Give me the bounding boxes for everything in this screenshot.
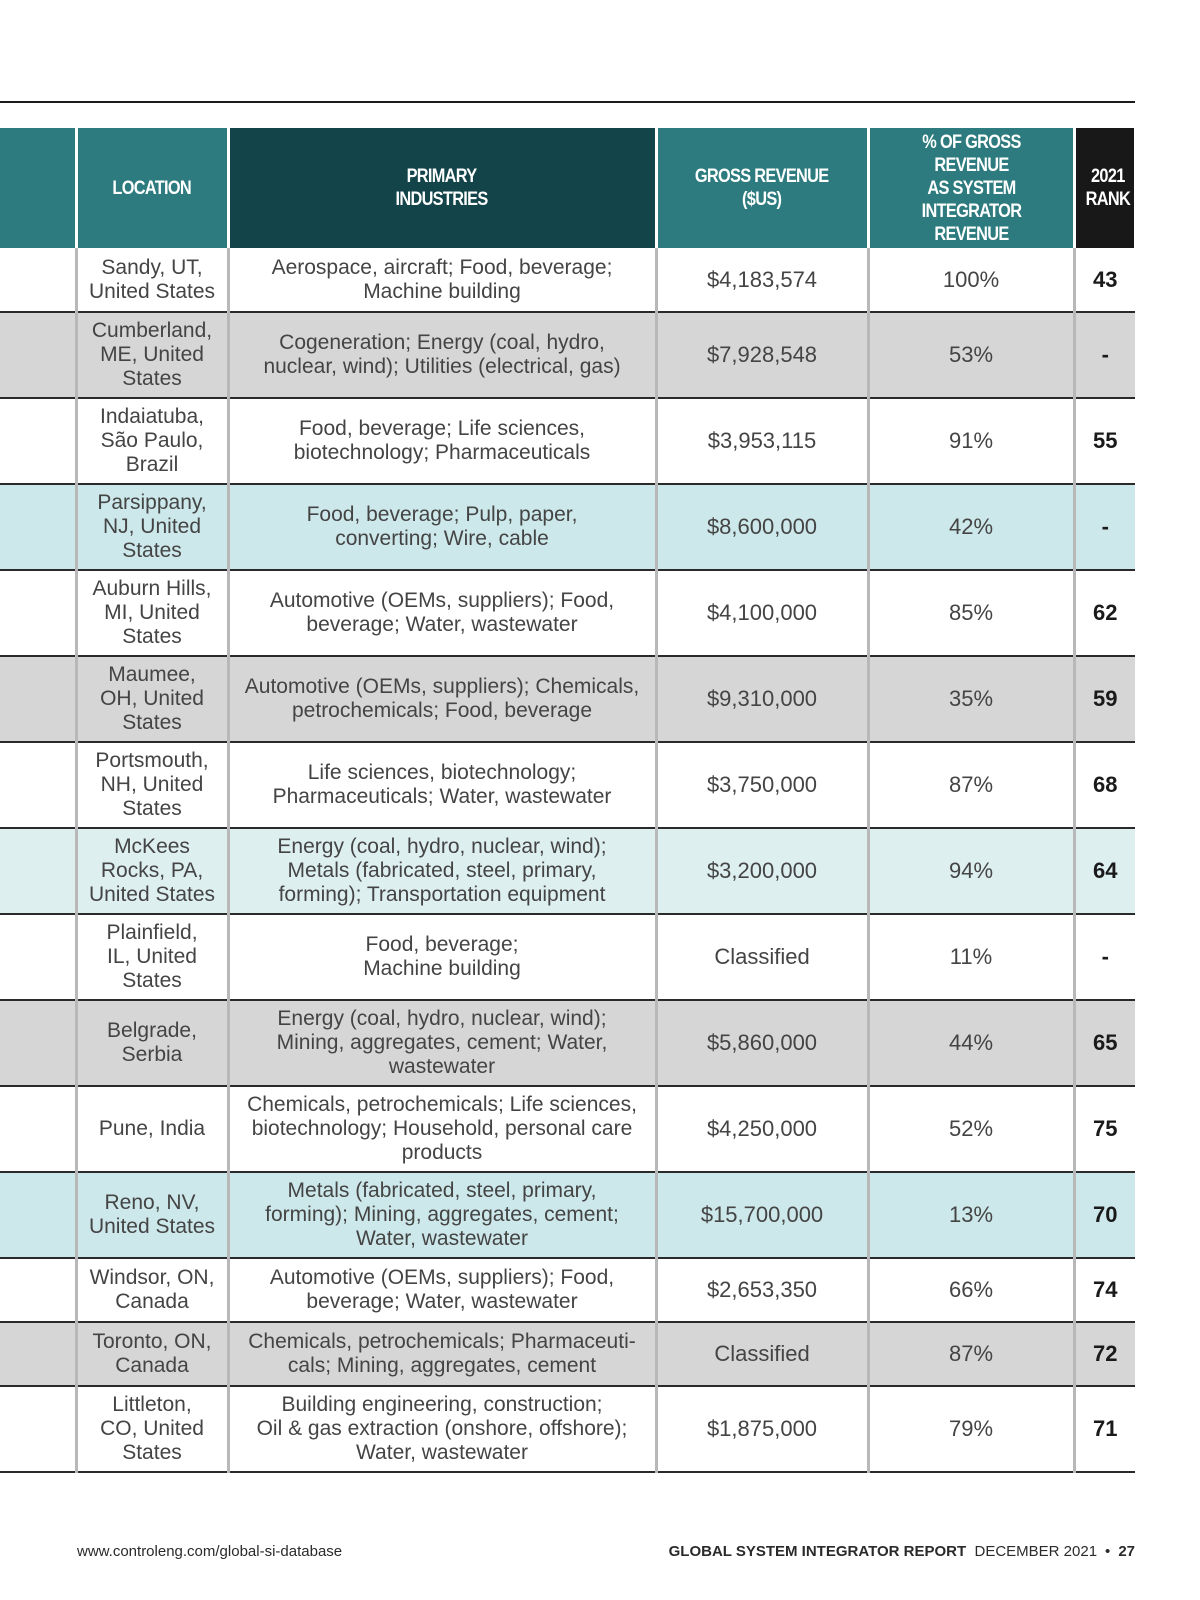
industries-cell: Chemicals, petrochemicals; Pharmaceuti- cals; Mining, aggregates, cement <box>228 1322 656 1386</box>
revenue-cell: $5,860,000 <box>656 1000 868 1086</box>
location-cell: Belgrade, Serbia <box>76 1000 228 1086</box>
blank-cell <box>0 1172 76 1258</box>
industries-cell: Energy (coal, hydro, nuclear, wind); Metals (fabricated, steel, primary, forming); Transportation equipment <box>228 828 656 914</box>
percent-cell: 52% <box>868 1086 1074 1172</box>
table-row <box>0 484 1135 570</box>
revenue-cell: $4,250,000 <box>656 1086 868 1172</box>
rank-cell: - <box>1074 312 1135 398</box>
industries-cell: Automotive (OEMs, suppliers); Chemicals, petrochemicals; Food, beverage <box>228 656 656 742</box>
blank-cell <box>0 570 76 656</box>
blank-cell <box>0 656 76 742</box>
industries-cell: Food, beverage; Life sciences, biotechnology; Pharmaceuticals <box>228 398 656 484</box>
table-row <box>0 1322 1135 1386</box>
industries-cell: Life sciences, biotechnology; Pharmaceuticals; Water, wastewater <box>228 742 656 828</box>
rank-cell: 64 <box>1074 828 1135 914</box>
revenue-cell: $2,653,350 <box>656 1258 868 1322</box>
rank-cell: 70 <box>1074 1172 1135 1258</box>
rank-cell: 62 <box>1074 570 1135 656</box>
blank-cell <box>0 398 76 484</box>
location-cell: McKees Rocks, PA, United States <box>76 828 228 914</box>
blank-cell <box>0 742 76 828</box>
rank-cell: 59 <box>1074 656 1135 742</box>
blank-cell <box>0 1322 76 1386</box>
rank-cell: 43 <box>1074 248 1135 312</box>
footer-separator: • <box>1105 1543 1111 1560</box>
percent-cell: 44% <box>868 1000 1074 1086</box>
table-row <box>0 248 1135 312</box>
blank-cell <box>0 484 76 570</box>
percent-cell: 13% <box>868 1172 1074 1258</box>
revenue-cell: $1,875,000 <box>656 1386 868 1472</box>
header-location: LOCATION <box>76 128 228 248</box>
table-row <box>0 1386 1135 1472</box>
location-cell: Windsor, ON, Canada <box>76 1258 228 1322</box>
percent-cell: 11% <box>868 914 1074 1000</box>
revenue-cell: $4,100,000 <box>656 570 868 656</box>
header-gross-revenue: GROSS REVENUE ($US) <box>656 128 868 248</box>
location-cell: Maumee, OH, United States <box>76 656 228 742</box>
revenue-cell: Classified <box>656 914 868 1000</box>
header-blank <box>0 128 76 248</box>
blank-cell <box>0 1000 76 1086</box>
percent-cell: 91% <box>868 398 1074 484</box>
percent-cell: 66% <box>868 1258 1074 1322</box>
location-cell: Plainfield, IL, United States <box>76 914 228 1000</box>
industries-cell: Building engineering, construction; Oil & gas extraction (onshore, offshore); Water, wastewater <box>228 1386 656 1472</box>
location-cell: Littleton, CO, United States <box>76 1386 228 1472</box>
blank-cell <box>0 1258 76 1322</box>
blank-cell <box>0 1386 76 1472</box>
revenue-cell: $3,750,000 <box>656 742 868 828</box>
percent-cell: 53% <box>868 312 1074 398</box>
rank-cell: 65 <box>1074 1000 1135 1086</box>
table-row <box>0 312 1135 398</box>
page-number: 27 <box>1118 1543 1135 1560</box>
page-footer <box>0 1543 1135 1567</box>
location-cell: Indaiatuba, São Paulo, Brazil <box>76 398 228 484</box>
location-cell: Pune, India <box>76 1086 228 1172</box>
revenue-cell: $8,600,000 <box>656 484 868 570</box>
rank-cell: 75 <box>1074 1086 1135 1172</box>
industries-cell: Food, beverage; Pulp, paper, converting; Wire, cable <box>228 484 656 570</box>
rank-cell: - <box>1074 914 1135 1000</box>
header-rank: 2021 RANK <box>1074 128 1135 248</box>
location-cell: Reno, NV, United States <box>76 1172 228 1258</box>
revenue-cell: $4,183,574 <box>656 248 868 312</box>
revenue-cell: Classified <box>656 1322 868 1386</box>
table-row <box>0 656 1135 742</box>
percent-cell: 100% <box>868 248 1074 312</box>
header-row <box>0 128 1135 248</box>
header-primary-industries: PRIMARY INDUSTRIES <box>228 128 656 248</box>
location-cell: Portsmouth, NH, United States <box>76 742 228 828</box>
table-row <box>0 828 1135 914</box>
percent-cell: 85% <box>868 570 1074 656</box>
table-row <box>0 398 1135 484</box>
footer-report-title: GLOBAL SYSTEM INTEGRATOR REPORT <box>668 1543 967 1560</box>
industries-cell: Chemicals, petrochemicals; Life sciences, biotechnology; Household, personal care products <box>228 1086 656 1172</box>
rank-cell: - <box>1074 484 1135 570</box>
table-row <box>0 570 1135 656</box>
rank-cell: 55 <box>1074 398 1135 484</box>
table-row <box>0 914 1135 1000</box>
revenue-cell: $9,310,000 <box>656 656 868 742</box>
rank-cell: 68 <box>1074 742 1135 828</box>
table-row <box>0 1258 1135 1322</box>
blank-cell <box>0 1086 76 1172</box>
rank-cell: 72 <box>1074 1322 1135 1386</box>
rank-cell: 71 <box>1074 1386 1135 1472</box>
revenue-cell: $3,200,000 <box>656 828 868 914</box>
location-cell: Sandy, UT, United States <box>76 248 228 312</box>
location-cell: Toronto, ON, Canada <box>76 1322 228 1386</box>
industries-cell: Automotive (OEMs, suppliers); Food, beverage; Water, wastewater <box>228 1258 656 1322</box>
table-row <box>0 742 1135 828</box>
revenue-cell: $7,928,548 <box>656 312 868 398</box>
revenue-cell: $3,953,115 <box>656 398 868 484</box>
table-row <box>0 1000 1135 1086</box>
footer-url[interactable]: www.controleng.com/global-si-database <box>77 1543 343 1560</box>
table-row <box>0 1172 1135 1258</box>
blank-cell <box>0 914 76 1000</box>
industries-cell: Energy (coal, hydro, nuclear, wind); Mining, aggregates, cement; Water, wastewater <box>228 1000 656 1086</box>
percent-cell: 87% <box>868 742 1074 828</box>
location-cell: Auburn Hills, MI, United States <box>76 570 228 656</box>
industries-cell: Metals (fabricated, steel, primary, forming); Mining, aggregates, cement; Water, wastewater <box>228 1172 656 1258</box>
location-cell: Parsippany, NJ, United States <box>76 484 228 570</box>
blank-cell <box>0 248 76 312</box>
percent-cell: 42% <box>868 484 1074 570</box>
industries-cell: Aerospace, aircraft; Food, beverage; Machine building <box>228 248 656 312</box>
industries-cell: Food, beverage; Machine building <box>228 914 656 1000</box>
percent-cell: 79% <box>868 1386 1074 1472</box>
percent-cell: 87% <box>868 1322 1074 1386</box>
blank-cell <box>0 828 76 914</box>
footer-date: DECEMBER 2021 <box>974 1543 1098 1560</box>
percent-cell: 35% <box>868 656 1074 742</box>
integrator-table <box>0 128 1137 1473</box>
industries-cell: Automotive (OEMs, suppliers); Food, beverage; Water, wastewater <box>228 570 656 656</box>
percent-cell: 94% <box>868 828 1074 914</box>
blank-cell <box>0 312 76 398</box>
top-rule <box>0 101 1135 103</box>
revenue-cell: $15,700,000 <box>656 1172 868 1258</box>
industries-cell: Cogeneration; Energy (coal, hydro, nuclear, wind); Utilities (electrical, gas) <box>228 312 656 398</box>
rank-cell: 74 <box>1074 1258 1135 1322</box>
header-percent-si-revenue: % OF GROSS REVENUE AS SYSTEM INTEGRATOR REVENUE <box>868 128 1074 248</box>
location-cell: Cumberland, ME, United States <box>76 312 228 398</box>
footer-right <box>669 1543 1135 1560</box>
table-row <box>0 1086 1135 1172</box>
